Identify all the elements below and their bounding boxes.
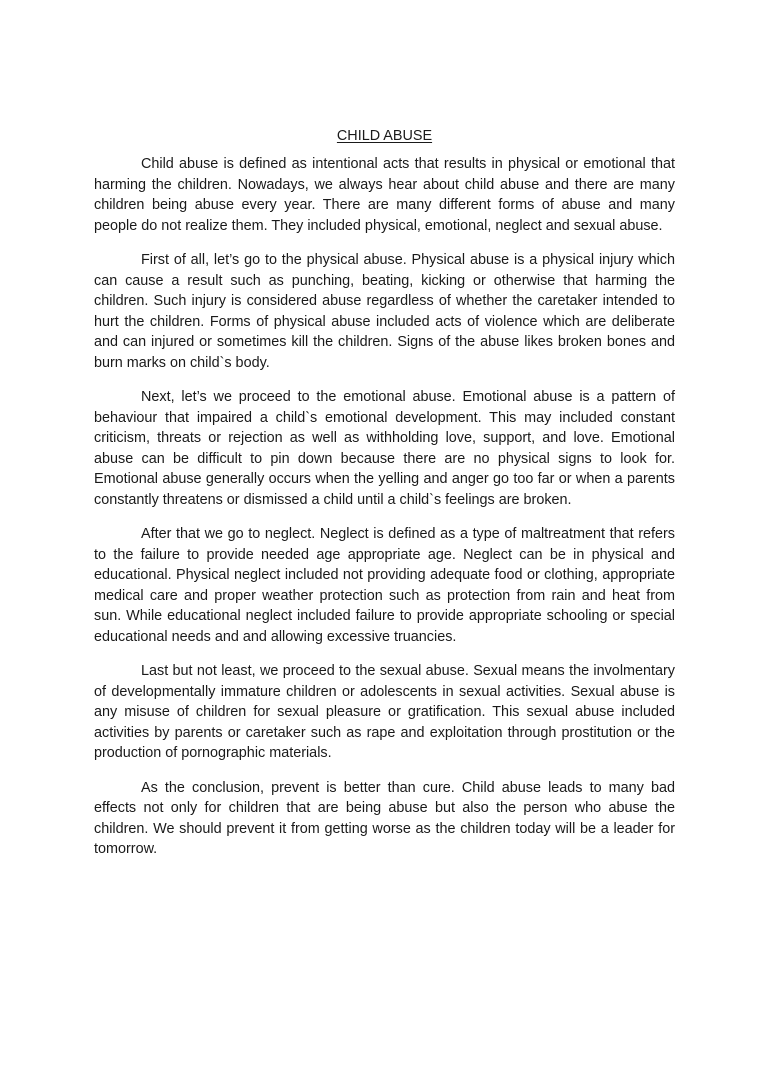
paragraph-neglect: After that we go to neglect. Neglect is defined as a type of maltreatment that refers to the failure to provide needed age appropriate age. Neglect can be in physical and educational. Physical neglect included not providing adequate food or clothing, appropriate medical care and proper weather protection such as protection from rain and heat from sun. While educational neglect included failure to provide appropriate schooling or special educational needs and and allowing excessive truancies. bbox=[94, 526, 675, 645]
paragraph-emotional-abuse: Next, let’s we proceed to the emotional abuse. Emotional abuse is a pattern of behaviour that impaired a child`s emotional development. This may included constant criticism, threats or rejection as well as withholding love, support, and love. Emotional abuse can be difficult to pin down because there are no physical signs to look for. Emotional abuse generally occurs when the yelling and anger go too far or when a parents constantly threatens or dismissed a child until a child`s feelings are broken. bbox=[94, 389, 675, 508]
document-body bbox=[94, 126, 675, 874]
paragraph-conclusion: As the conclusion, prevent is better than cure. Child abuse leads to many bad effects not only for children that are being abuse but also the person who abuse the children. We should prevent it from getting worse as the children today will be a leader for tomorrow. bbox=[94, 779, 675, 857]
paragraph-sexual-abuse: Last but not least, we proceed to the sexual abuse. Sexual means the involmentary of developmentally immature children or adolescents in sexual activities. Sexual abuse is any misuse of children for sexual pleasure or gratification. This sexual abuse included activities by parents or caretaker such as rape and exploitation through prostitution or the production of pornographic materials. bbox=[94, 663, 675, 761]
paragraph-physical-abuse: First of all, let’s go to the physical abuse. Physical abuse is a physical injury which can cause a result such as punching, beating, kicking or otherwise that harming the children. Such injury is considered abuse regardless of whether the caretaker intended to hurt the children. Forms of physical abuse included acts of violence which are deliberate and can injured or sometimes kill the children. Signs of the abuse likes broken bones and burn marks on child`s body. bbox=[94, 252, 675, 371]
paragraph-introduction: Child abuse is defined as intentional acts that results in physical or emotional that harming the children. Nowadays, we always hear about child abuse and there are many children being abuse every year. There are many different forms of abuse and many people do not realize them. They included physical, emotional, neglect and sexual abuse. bbox=[94, 156, 675, 234]
document-title: CHILD ABUSE bbox=[336, 128, 433, 144]
